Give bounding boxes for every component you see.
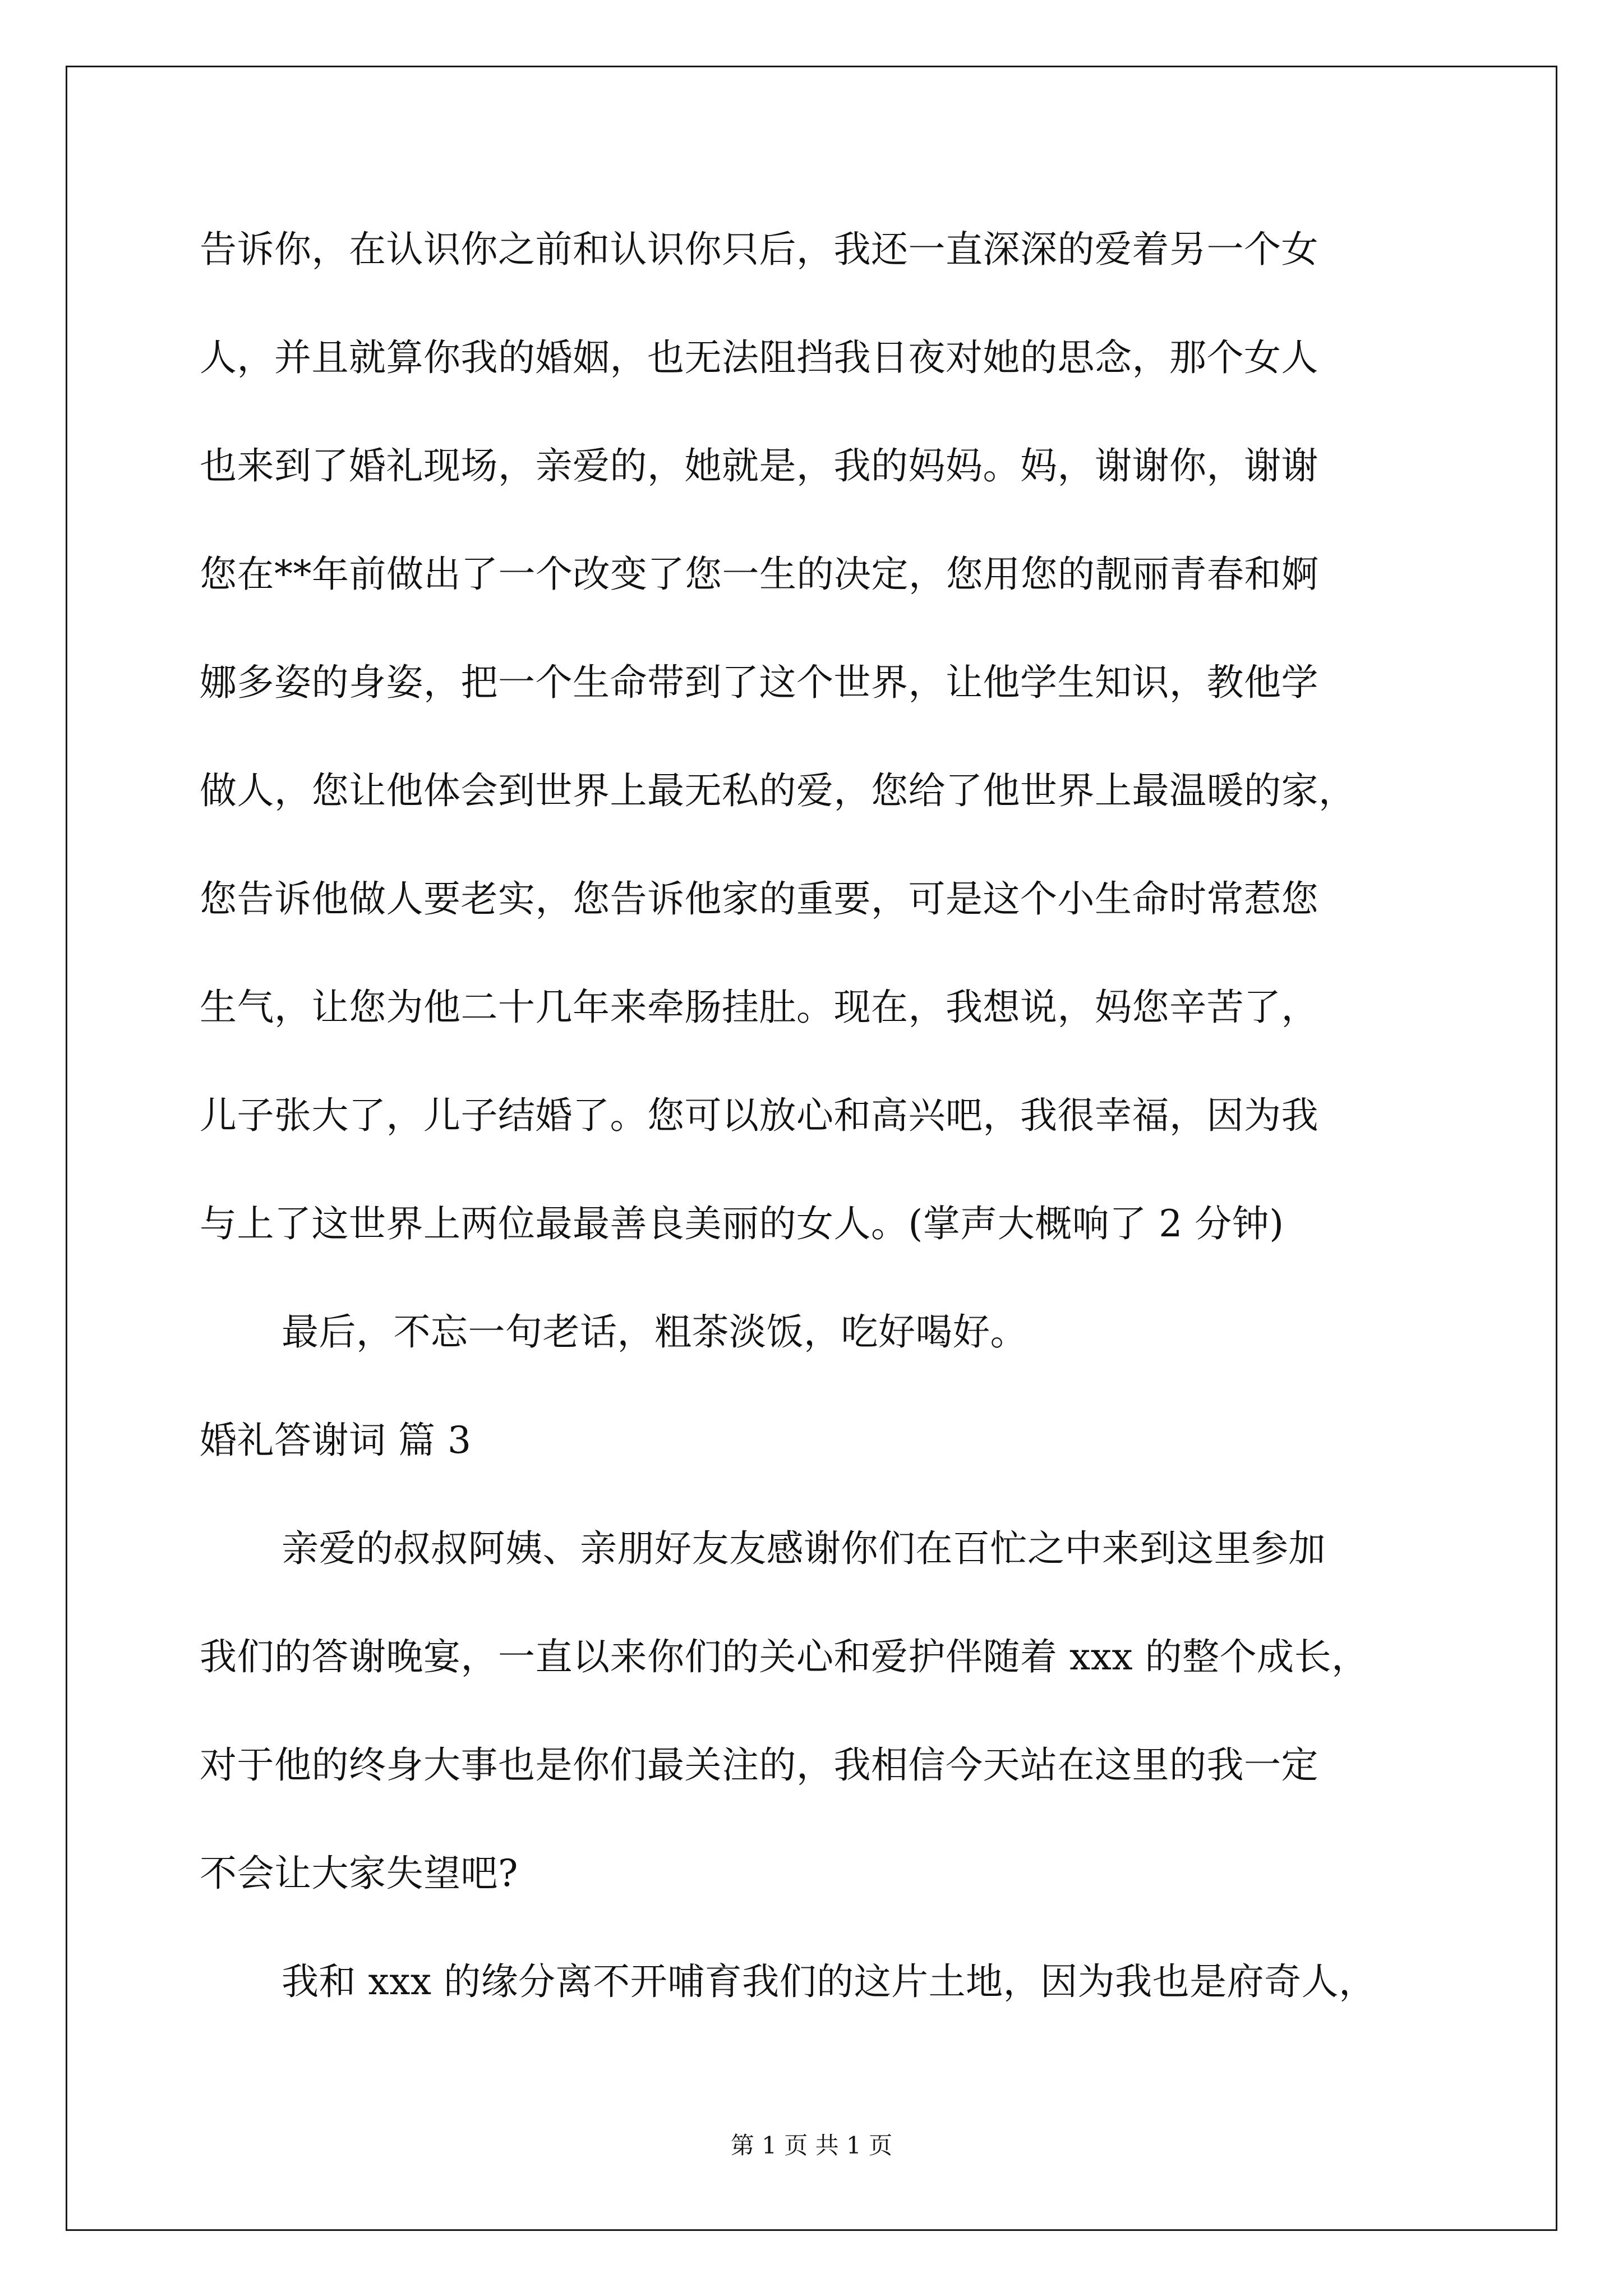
body-text-line: 做人，您让他体会到世界上最无私的爱，您给了他世界上最温暖的家， (200, 769, 1356, 812)
body-text-line: 对于他的终身大事也是你们最关注的，我相信今天站在这里的我一定 (200, 1743, 1318, 1787)
body-text-line: 您告诉他做人要老实，您告诉他家的重要，可是这个小生命时常惹您 (200, 877, 1318, 921)
page-border (66, 66, 1557, 2231)
body-text-line: 娜多姿的身姿，把一个生命带到了这个世界，让他学生知识，教他学 (200, 661, 1318, 704)
body-text-line: 也来到了婚礼现场，亲爱的，她就是，我的妈妈。妈，谢谢你，谢谢 (200, 444, 1318, 487)
body-text-line: 儿子张大了，儿子结婚了。您可以放心和高兴吧，我很幸福，因为我 (200, 1094, 1318, 1137)
body-text-line: 生气，让您为他二十几年来牵肠挂肚。现在，我想说，妈您辛苦了， (200, 986, 1318, 1029)
body-text-line: 人，并且就算你我的婚姻，也无法阻挡我日夜对她的思念，那个女人 (200, 336, 1318, 379)
body-text-line: 您在**年前做出了一个改变了您一生的决定，您用您的靓丽青春和婀 (200, 553, 1319, 596)
page-number-footer: 第 1 页 共 1 页 (730, 2132, 893, 2159)
body-text-line: 与上了这世界上两位最最善良美丽的女人。(掌声大概响了 2 分钟) (200, 1202, 1284, 1245)
body-text-line: 我和 xxx 的缘分离不开哺育我们的这片土地，因为我也是府奇人， (282, 1960, 1376, 2003)
body-text-line: 告诉你，在认识你之前和认识你只后，我还一直深深的爱着另一个女 (200, 228, 1318, 271)
body-text-line: 亲爱的叔叔阿姨、亲朋好友友感谢你们在百忙之中来到这里参加 (282, 1527, 1326, 1570)
body-text-line: 我们的答谢晚宴，一直以来你们的关心和爱护伴随着 xxx 的整个成长， (200, 1635, 1369, 1678)
section-heading: 婚礼答谢词 篇 3 (200, 1419, 472, 1462)
body-text-line: 不会让大家失望吧? (200, 1852, 518, 1895)
body-text-line: 最后，不忘一句老话，粗茶淡饭，吃好喝好。 (282, 1310, 1027, 1354)
